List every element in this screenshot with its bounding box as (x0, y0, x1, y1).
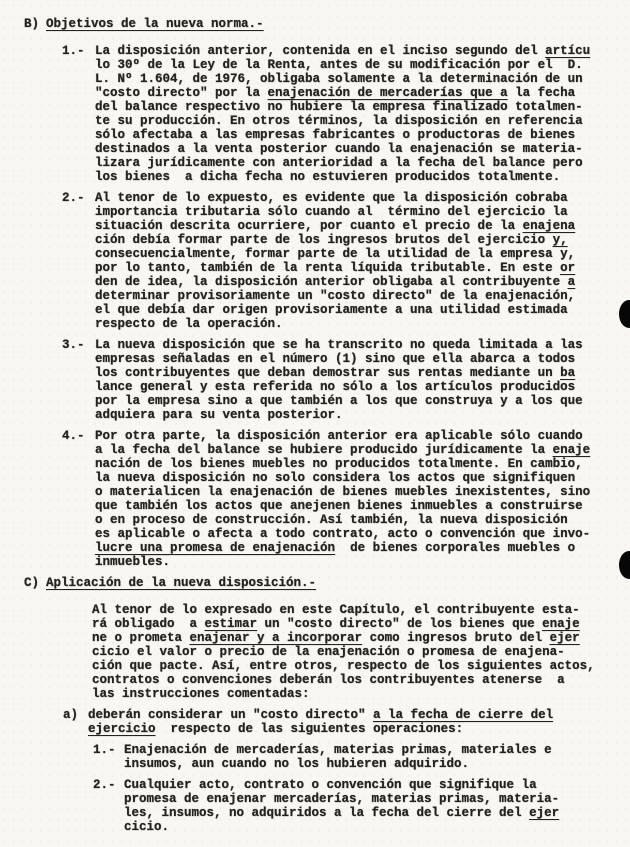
overlined-text: no hubiere la empresa finalizado (267, 100, 508, 114)
text-line (95, 471, 630, 485)
text-segment: es aplicable o afecta a todo contrato, acto o convención que invo- (95, 527, 591, 541)
text-segment: totalmen- (507, 100, 583, 114)
item-1 (62, 44, 630, 184)
text-segment: La disposición anterior, contenida en el inciso segundo del (95, 44, 546, 58)
text-line (92, 645, 630, 659)
overlined-text: operaciones: (373, 722, 464, 736)
text-segment: promesa de enajenar mercaderías, materias primas, materia- (124, 792, 560, 806)
text-line (124, 820, 630, 834)
document-body (0, 17, 630, 834)
text-segment: que a la fecha (462, 86, 576, 100)
underlined-text: estimar (204, 617, 258, 631)
overlined-text: inmuebles. (95, 555, 171, 569)
text-segment: importancia tributaria sólo cuando al término del ejercicio la (95, 205, 568, 219)
text-line (95, 289, 630, 303)
item-3-lines (95, 338, 630, 422)
text-segment: un "costo directo" de los bienes que (257, 617, 543, 631)
text-segment: determinar provisoriamente un "costo directo" de la enajenación, (95, 289, 576, 303)
text-line (95, 205, 630, 219)
text-segment: cicio el valor o precio de la enajenación o promesa de enajena- (92, 645, 565, 659)
text-line (95, 303, 630, 317)
underlined-text: una promesa de enajenación (140, 541, 336, 555)
text-line (92, 617, 630, 631)
item-2-lines (95, 191, 630, 331)
text-line (95, 275, 630, 289)
underlined-text: Aplicación de la nueva disposición.- (46, 576, 317, 590)
text-line (95, 366, 630, 380)
text-line (95, 191, 630, 205)
text-segment: Enajenación de mercaderías, materias primas, materiales e (124, 743, 552, 757)
text-segment: por la empresa sino a que también a los que construya y a los que (95, 394, 583, 408)
text-line (95, 261, 630, 275)
text-segment: las instrucciones comentadas: (92, 687, 310, 701)
item-a (63, 708, 630, 736)
text-line (95, 352, 630, 366)
text-line (95, 114, 630, 128)
text-segment: empresas señaladas en el número (1) sino que ella abarca a todos (95, 352, 576, 366)
text-segment: contratos o convenciones deberán los contribuyentes atenerse a (92, 673, 565, 687)
underlined-text: ba (560, 366, 576, 380)
text-line (124, 792, 630, 806)
text-line (95, 44, 630, 58)
text-line (95, 58, 630, 72)
item-a-lines (88, 708, 630, 736)
text-segment: deberán considerar un "costo directo" (88, 708, 374, 722)
text-segment: "costo directo" por la (95, 86, 268, 100)
text-line (95, 513, 630, 527)
text-segment: rá obligado a (92, 617, 205, 631)
item-a-label: a) (63, 708, 79, 722)
underlined-text: enaje (552, 443, 591, 457)
text-line (124, 757, 630, 771)
underlined-text: a la fecha de cierre del (373, 708, 554, 722)
text-segment: Cualquier acto, contrato o convención que signifique la (124, 778, 537, 792)
underlined-text: enajena (522, 219, 576, 233)
text-segment: lucre (95, 541, 141, 555)
text-line (46, 17, 630, 31)
text-segment: L. Nº 1.604, de 1976, obligaba solamente a la determinación de un (95, 72, 583, 86)
text-segment: como ingresos bruto del (362, 631, 550, 645)
heading-c-lines (46, 576, 630, 590)
item-3-label: 3.- (62, 338, 85, 352)
item-1-label: 1.- (62, 44, 85, 58)
text-segment: destinados a la venta posterior cuando la enajenación se materia- (95, 142, 583, 156)
sub-item-1-lines (124, 743, 630, 771)
text-line (95, 86, 630, 100)
underlined-text: enajenar y a incorporar (189, 631, 363, 645)
text-line (88, 722, 630, 736)
text-segment: respecto de la operación. (95, 317, 283, 331)
text-line (95, 170, 630, 184)
text-line (95, 219, 630, 233)
text-line (95, 408, 630, 422)
underlined-text: enaje (542, 617, 580, 631)
text-line (95, 429, 630, 443)
sub-item-2 (93, 778, 630, 834)
text-segment: Al tenor de lo expresado en este Capítulo, el contribuyente esta- (92, 603, 580, 617)
underlined-text: a (567, 275, 576, 289)
item-3 (62, 338, 630, 422)
text-segment: Por otra parte, la disposición anterior era aplicable sólo cuando (95, 429, 583, 443)
text-segment: lance general y esta referida no sólo a los artículos producidos (95, 380, 576, 394)
text-segment: den de idea, la disposición anterior obligaba al contribuyente (95, 275, 568, 289)
text-segment: el que debía dar origen provisoriamente a una utilidad estimada (95, 303, 568, 317)
text-segment: ne o prometa (92, 631, 190, 645)
text-line (95, 555, 630, 569)
text-segment: te su producción. En otros términos, la disposición en referencia (95, 114, 583, 128)
heading-b-lines (46, 17, 630, 31)
text-segment: por lo tanto, también de la renta líquida tributable. En este (95, 261, 561, 275)
underlined-text: artícu (545, 44, 591, 58)
text-segment: la nueva disposición no solo considera los actos que signifiquen (95, 471, 576, 485)
text-segment: de bienes corporales muebles o (335, 541, 576, 555)
text-line (95, 394, 630, 408)
text-line (92, 659, 630, 673)
underlined-text: ejer (549, 631, 580, 645)
text-segment: nación de los bienes muebles no producidos totalmente. En cambio, (95, 457, 583, 471)
text-line (95, 380, 630, 394)
text-segment: lizara jurídicamente con anterioridad a la fecha del balance pero (95, 156, 583, 170)
text-line (95, 142, 630, 156)
text-segment: consecuencialmente, formar parte de la utilidad de la empresa y, (95, 247, 576, 261)
text-line (95, 485, 630, 499)
text-segment: ción debía formar parte de los ingresos brutos del ejercicio (95, 233, 553, 247)
item-4-label: 4.- (62, 429, 85, 443)
item-2-label: 2.- (62, 191, 85, 205)
underlined-text: ejercicio (88, 722, 156, 736)
intro-paragraph-lines (92, 603, 630, 701)
text-segment: les, insumos, no adquiridos a la fecha del cierre del (124, 806, 530, 820)
text-line (95, 541, 630, 555)
item-2 (62, 191, 630, 331)
text-segment: sólo afectaba a las empresas fabricantes o productoras de bienes (95, 128, 576, 142)
underlined-text: y, (552, 233, 568, 247)
text-segment: ción que pacte. Así, entre otros, respecto de los siguientes actos, (92, 659, 595, 673)
text-line (95, 457, 630, 471)
text-segment: situación descrita ocurriere, por cuanto el precio de la (95, 219, 523, 233)
text-line (124, 743, 630, 757)
text-segment: lo 30º de la Ley de la Renta, antes de su modificación por el D. (95, 58, 583, 72)
text-line (124, 778, 630, 792)
text-line (95, 527, 630, 541)
heading-b-label: B) (24, 17, 40, 31)
text-line (95, 338, 630, 352)
text-line (92, 603, 630, 617)
text-segment: La nueva disposición que se ha transcrito no queda limitada a las (95, 338, 583, 352)
text-segment: o en proceso de construcción. Así también, la nueva disposición (95, 513, 568, 527)
text-line (95, 156, 630, 170)
underlined-text: Objetivos de la nueva norma.- (46, 17, 264, 31)
heading-c (24, 576, 630, 590)
text-line (95, 128, 630, 142)
sub-item-2-label: 2.- (93, 778, 116, 792)
text-segment: respecto de las siguientes (155, 722, 374, 736)
text-line (95, 247, 630, 261)
text-segment: que también los actos que anejenen bienes inmuebles a construirse (95, 499, 583, 513)
text-line (88, 708, 630, 722)
text-segment: adquiera para su venta posterior. (95, 408, 343, 422)
text-line (92, 673, 630, 687)
text-line (92, 631, 630, 645)
text-line (124, 806, 630, 820)
text-line (92, 687, 630, 701)
underlined-text: ejer (529, 806, 560, 820)
text-line (95, 317, 630, 331)
text-line (95, 100, 630, 114)
sub-item-1 (93, 743, 630, 771)
text-segment: del balance respectivo (95, 100, 268, 114)
text-segment: los bienes a dicha fecha no estuvieren producidos totalmente. (95, 170, 561, 184)
text-segment: o materialicen la enajenación de bienes muebles inexistentes, sino (95, 485, 591, 499)
underlined-text: enajenación de mercaderías (267, 86, 463, 100)
text-line (95, 72, 630, 86)
item-4-lines (95, 429, 630, 569)
heading-c-label: C) (24, 576, 40, 590)
underlined-text: or (560, 261, 576, 275)
item-4 (62, 429, 630, 569)
sub-item-1-label: 1.- (93, 743, 116, 757)
text-segment: cicio. (124, 820, 170, 834)
text-line (95, 233, 630, 247)
text-line (46, 576, 630, 590)
text-segment: los contribuyentes que deban demostrar sus rentas mediante un (95, 366, 561, 380)
item-1-lines (95, 44, 630, 184)
text-segment: insumos, aun cuando no los hubieren adquirido. (124, 757, 470, 771)
text-line (95, 443, 630, 457)
text-line (95, 499, 630, 513)
sub-item-2-lines (124, 778, 630, 834)
text-segment: Al tenor de lo expuesto, es evidente que la disposición cobraba (95, 191, 568, 205)
text-segment: a la fecha del balance se hubiere producido jurídicamente la (95, 443, 553, 457)
intro-paragraph (92, 603, 630, 701)
heading-b (24, 17, 630, 31)
